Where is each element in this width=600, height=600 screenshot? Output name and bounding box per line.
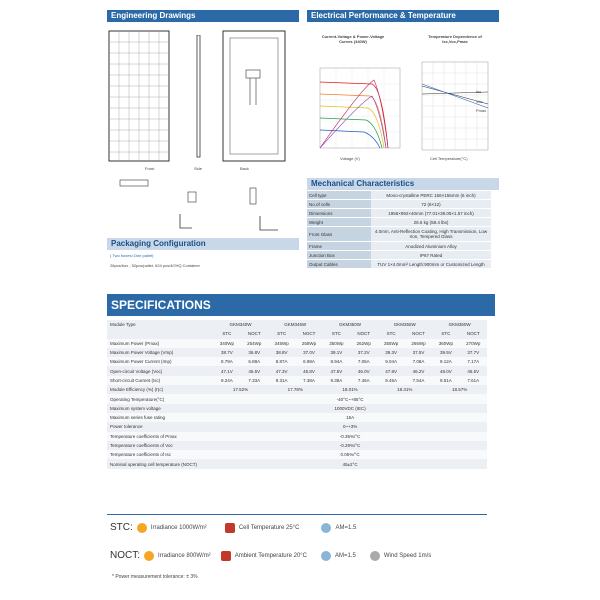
- spec-value: 7.33A: [241, 376, 268, 385]
- spec-value: 45.8V: [295, 366, 322, 375]
- spec-value: 46.2V: [405, 366, 432, 375]
- spec-value: 15A: [213, 413, 487, 422]
- spec-value: -40°C~+85°C: [213, 394, 487, 403]
- model-header: GKM355W: [377, 320, 432, 329]
- spec-value: 7.38A: [295, 376, 322, 385]
- stc-conditions: [110, 522, 356, 533]
- mechanical-key: Dimensions: [307, 209, 371, 218]
- spec-value: 8.79A: [213, 357, 240, 366]
- spec-row: [107, 339, 487, 348]
- spec-value: 9.04A: [377, 357, 404, 366]
- side-label: Side: [194, 166, 203, 171]
- spec-value: 36.8V: [241, 348, 268, 357]
- iv-chart-title: Current-Voltage & Power-Voltage Curves (340W): [321, 34, 385, 44]
- noct-label: NOCT:: [110, 550, 140, 561]
- spec-label: Maximum series fuse rating: [107, 413, 213, 422]
- spec-value: -0.35%/°C: [213, 432, 487, 441]
- cloud-icon: [321, 551, 331, 561]
- noct-irradiance: Irradiance 800W/m²: [158, 552, 211, 559]
- spec-value: 6.98A: [295, 357, 322, 366]
- spec-value: 48.0V: [432, 366, 459, 375]
- specifications-table: [107, 320, 487, 469]
- temp-label-isc: Isc: [476, 89, 482, 94]
- spec-value: 9.24A: [213, 376, 240, 385]
- spec-row: [107, 366, 487, 375]
- spec-label: Module Efficiency (%) (Ƞc): [107, 385, 213, 394]
- specifications-header: SPECIFICATIONS: [107, 294, 495, 316]
- spec-value: 9.45A: [377, 376, 404, 385]
- spec-value: 254Wp: [241, 339, 268, 348]
- stc-label: STC:: [110, 522, 133, 533]
- noct-header: NOCT: [460, 329, 487, 338]
- noct-am: AM=1.5: [335, 552, 356, 559]
- spec-value: 45±2°C: [213, 459, 487, 468]
- back-view-drawing: [220, 30, 290, 165]
- stc-header: STC: [377, 329, 404, 338]
- iv-curve-chart: [312, 58, 412, 158]
- model-header: GKM360W: [432, 320, 487, 329]
- spec-value: 7.46A: [350, 376, 377, 385]
- divider: [107, 514, 487, 515]
- spec-label: Short-circuit Current (Isc): [107, 376, 213, 385]
- stc-noct-row: [107, 329, 487, 338]
- spec-value: 9.12A: [432, 357, 459, 366]
- spec-value: 45.5V: [241, 366, 268, 375]
- detail-drawings: [110, 178, 290, 238]
- module-type-label: Module Type: [107, 320, 213, 329]
- spec-value: 9.31A: [268, 376, 295, 385]
- spec-value: 262Wp: [350, 339, 377, 348]
- spec-label: Open-circuit Voltage (Voc): [107, 366, 213, 375]
- spec-value: 18.01%: [323, 385, 378, 394]
- temp-chart-title: Temperature Dependence of Isc,Voc,Pmax: [428, 34, 482, 44]
- spec-label: Temperature coefficients of Isc: [107, 450, 213, 459]
- spec-label: Operating Temperature(°C): [107, 394, 213, 403]
- spec-value: 46.0V: [350, 366, 377, 375]
- spec-row: [107, 432, 487, 441]
- iv-xlabel: Voltage (V): [340, 156, 360, 161]
- spec-value: 8.94A: [323, 357, 350, 366]
- spec-value: 0.05%/°C: [213, 450, 487, 459]
- stc-header: STC: [213, 329, 240, 338]
- noct-header: NOCT: [350, 329, 377, 338]
- spec-value: 9.38A: [323, 376, 350, 385]
- spec-value: 258Wp: [295, 339, 322, 348]
- spec-value: 17.52%: [213, 385, 268, 394]
- noct-header: NOCT: [241, 329, 268, 338]
- mechanical-row: [307, 200, 491, 209]
- spec-value: 7.54A: [405, 376, 432, 385]
- spec-row: [107, 404, 487, 413]
- spec-value: 9.51A: [432, 376, 459, 385]
- spec-value: 0~+3%: [213, 422, 487, 431]
- noct-wind: Wind Speed 1m/s: [383, 552, 432, 559]
- model-header: GKM340W: [213, 320, 268, 329]
- front-label: Front: [145, 166, 155, 171]
- mechanical-value: Anodized Aluminium Alloy: [371, 242, 491, 251]
- mechanical-value: 26.5 kg (58.4 lbs): [371, 218, 491, 227]
- mechanical-key: Front Glass: [307, 227, 371, 242]
- stc-am: AM=1.5: [335, 524, 357, 531]
- spec-label: Maximum Power (Pmax): [107, 339, 213, 348]
- cloud-icon: [321, 523, 331, 533]
- model-header: GKM345W: [268, 320, 323, 329]
- spec-row: [107, 357, 487, 366]
- noct-header: NOCT: [295, 329, 322, 338]
- mechanical-table: [307, 191, 491, 269]
- spec-value: 350Wp: [323, 339, 350, 348]
- spec-row: [107, 385, 487, 394]
- stc-header: STC: [432, 329, 459, 338]
- spec-label: Maximum Power Current (Imp): [107, 357, 213, 366]
- mechanical-value: IP67 Rated: [371, 251, 491, 260]
- spec-value: 38.7V: [213, 348, 240, 357]
- spec-value: 6.88A: [241, 357, 268, 366]
- mechanical-header: Mechanical Characteristics: [307, 178, 499, 190]
- spec-value: 39.1V: [323, 348, 350, 357]
- spec-row: [107, 413, 487, 422]
- spec-row: [107, 394, 487, 403]
- spec-value: 1000VDC (IEC): [213, 404, 487, 413]
- spec-label: Temperature coefficients of Pmax: [107, 432, 213, 441]
- mechanical-value: 4.0mm, Anti-Reflection Coating, High Transmission, Low Iron, Tempered Glass: [371, 227, 491, 242]
- mechanical-value: 1956×992×40mm (77.01×39.05×1.57 inch): [371, 209, 491, 218]
- mechanical-key: Output Cables: [307, 260, 371, 269]
- packaging-header: Packaging Configuration: [107, 238, 299, 250]
- mechanical-row: [307, 209, 491, 218]
- spec-label: Temperature coefficients of Voc: [107, 441, 213, 450]
- packaging-text: 26pcs/box , 52pcs/pallet, 624 pcs/40'HQ Container: [110, 263, 200, 268]
- spec-value: 340Wp: [213, 339, 240, 348]
- spec-value: 18.57%: [432, 385, 487, 394]
- spec-value: 38.8V: [268, 348, 295, 357]
- spec-value: 37.5V: [405, 348, 432, 357]
- spec-value: 17.78%: [268, 385, 323, 394]
- stc-header: STC: [268, 329, 295, 338]
- mechanical-value: TUV 1×4.0mm² Length:900mm or Customized Length: [371, 260, 491, 269]
- front-view-drawing: [108, 30, 198, 168]
- spec-value: -0.29%/°C: [213, 441, 487, 450]
- mechanical-row: [307, 260, 491, 269]
- spec-value: 8.87A: [268, 357, 295, 366]
- spec-value: 46.5V: [460, 366, 487, 375]
- spec-value: 37.2V: [350, 348, 377, 357]
- spec-label: Power tolerance: [107, 422, 213, 431]
- spec-value: 360Wp: [432, 339, 459, 348]
- spec-row: [107, 441, 487, 450]
- mechanical-key: Weight: [307, 218, 371, 227]
- noct-temperature: Ambient Temperature 20°C: [234, 552, 308, 559]
- empty-cell: [107, 329, 213, 338]
- mechanical-key: No.of cells: [307, 200, 371, 209]
- spec-label: Maximum system voltage: [107, 404, 213, 413]
- spec-value: 266Wp: [405, 339, 432, 348]
- mechanical-row: [307, 218, 491, 227]
- noct-conditions: [110, 550, 431, 561]
- mechanical-value: 72 (6×12): [371, 200, 491, 209]
- spec-value: 18.31%: [377, 385, 432, 394]
- spec-label: Nominal operating cell temperature (NOCT): [107, 459, 213, 468]
- mechanical-key: Frame: [307, 242, 371, 251]
- spec-value: 355Wp: [377, 339, 404, 348]
- mechanical-row: [307, 227, 491, 242]
- temp-label-voc: Voc: [476, 99, 483, 104]
- electrical-header: Electrical Performance & Temperature Dependence: [307, 10, 499, 22]
- sun-icon: [144, 551, 154, 561]
- model-header: GKM350W: [323, 320, 378, 329]
- mechanical-value: Mono-crystalline PERC 156×156mm (6 inch): [371, 191, 491, 200]
- spec-value: 345Wp: [268, 339, 295, 348]
- spec-value: 270Wp: [460, 339, 487, 348]
- spec-label: Maximum Power Voltage (Vmp): [107, 348, 213, 357]
- mechanical-row: [307, 191, 491, 200]
- wind-icon: [370, 551, 380, 561]
- temp-label-pmax: Pmax: [476, 108, 487, 113]
- spec-value: 7.17A: [460, 357, 487, 366]
- spec-value: 39.5V: [432, 348, 459, 357]
- spec-value: 47.3V: [268, 366, 295, 375]
- packaging-subtitle: ( Two boxes=One pallet): [110, 253, 154, 258]
- stc-temperature: Cell Temperature 25°C: [238, 524, 300, 531]
- temp-xlabel: Cell Temperature(°C): [430, 156, 468, 161]
- back-label: Back: [240, 166, 249, 171]
- sun-icon: [137, 523, 147, 533]
- mechanical-key: Junction Box: [307, 251, 371, 260]
- spec-value: 47.8V: [377, 366, 404, 375]
- spec-value: 7.05A: [350, 357, 377, 366]
- engineering-header: Engineering Drawings: [107, 10, 299, 22]
- thermometer-icon: [225, 523, 235, 533]
- spec-value: 37.7V: [460, 348, 487, 357]
- mechanical-key: Cell type: [307, 191, 371, 200]
- spec-row: [107, 422, 487, 431]
- noct-header: NOCT: [405, 329, 432, 338]
- spec-row: [107, 376, 487, 385]
- stc-header: STC: [323, 329, 350, 338]
- spec-row: [107, 459, 487, 468]
- mechanical-row: [307, 251, 491, 260]
- mechanical-row: [307, 242, 491, 251]
- footnote: * Power measurement tolerance: ± 3%: [112, 574, 198, 580]
- thermometer-icon: [221, 551, 231, 561]
- spec-value: 7.08A: [405, 357, 432, 366]
- spec-value: 47.5V: [323, 366, 350, 375]
- spec-value: 37.0V: [295, 348, 322, 357]
- spec-value: 47.1V: [213, 366, 240, 375]
- spec-value: 7.61A: [460, 376, 487, 385]
- spec-row: [107, 348, 487, 357]
- stc-irradiance: Irradiance 1000W/m²: [150, 524, 207, 531]
- spec-row: [107, 450, 487, 459]
- spec-value: 39.3V: [377, 348, 404, 357]
- side-view-drawing: [194, 35, 204, 160]
